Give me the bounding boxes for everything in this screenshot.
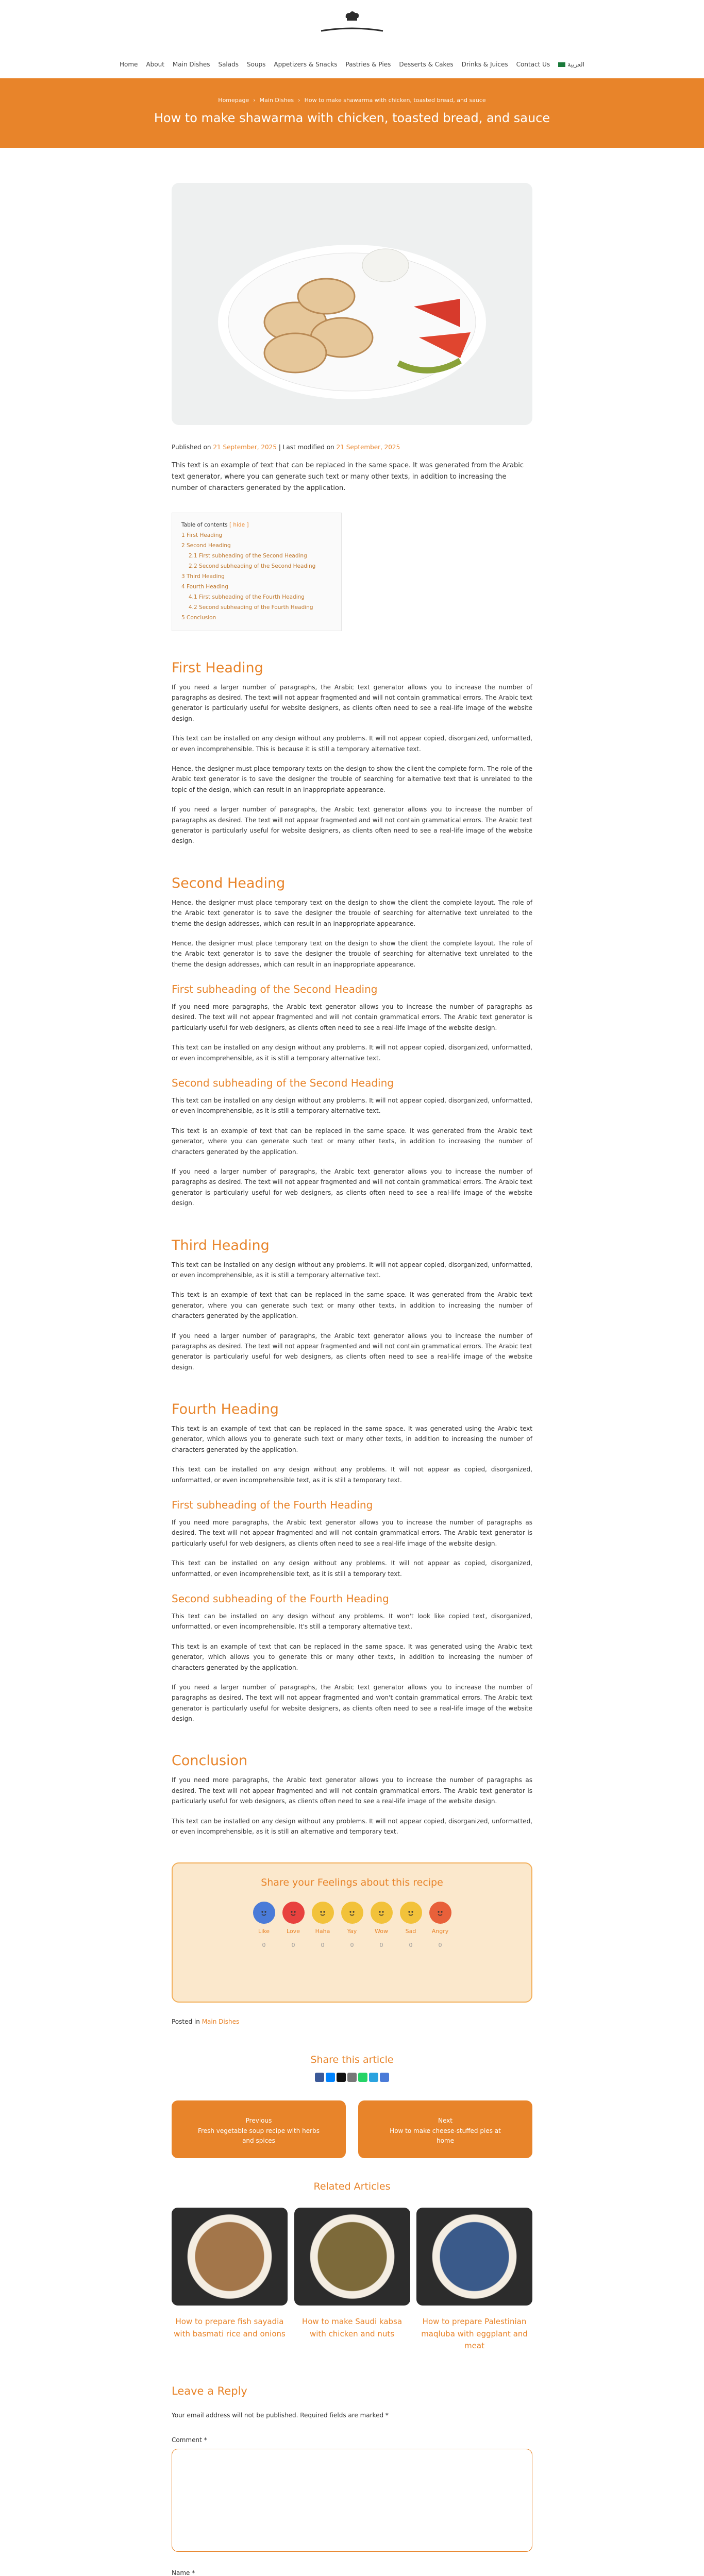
subsection-heading: First subheading of the Fourth Heading xyxy=(172,1499,373,1512)
messenger-icon[interactable] xyxy=(326,2073,335,2082)
feedback-box xyxy=(172,1862,532,2003)
breadcrumb-home[interactable]: Homepage xyxy=(218,97,249,104)
reaction-angry[interactable] xyxy=(429,1902,451,1948)
toc-item[interactable]: 5 Conclusion xyxy=(181,614,216,621)
reaction-like[interactable] xyxy=(253,1902,275,1948)
toc-item[interactable]: 4.2 Second subheading of the Fourth Heading xyxy=(189,604,313,611)
reaction-yay[interactable] xyxy=(341,1902,363,1948)
chef-hat-icon xyxy=(311,8,393,39)
paragraph: Hence, the designer must place temporary texts on the design to show the client the complete form. The role of the Arabic text generator is to save the designer the trouble of searching for alternative text that is unrelated to the topic of the design, which can result in an inappropriate appearance. xyxy=(172,765,532,793)
toc-item[interactable]: 3 Third Heading xyxy=(181,573,225,580)
reply-note: Your email address will not be published. Required fields are marked * xyxy=(172,2412,389,2419)
reaction-haha[interactable] xyxy=(312,1902,334,1948)
related-thumbnail xyxy=(294,2208,410,2306)
post-navigation xyxy=(172,2100,532,2158)
section-heading: Conclusion xyxy=(172,1753,248,1769)
paragraph: This text can be installed on any design without any problems. It will not appear copied, disorganized, unformatted, or even incomprehensible, as it is still a temporary alternative text. xyxy=(172,1097,532,1115)
section-heading: Third Heading xyxy=(172,1237,270,1253)
paragraph: This text can be installed on any design without any problems. It will not appear as copied, disorganized, unformatted, or even incomprehensible text, as it is still a temporary text. xyxy=(172,1466,532,1484)
subsection-heading: Second subheading of the Second Heading xyxy=(172,1077,394,1090)
reaction-label: Love xyxy=(287,1928,300,1935)
share-title: Share this article xyxy=(310,2054,394,2066)
reaction-count: 0 xyxy=(379,1942,383,1949)
email-icon[interactable] xyxy=(347,2073,357,2082)
nav-salads[interactable]: Salads xyxy=(218,61,239,68)
nav-soups[interactable]: Soups xyxy=(246,61,266,68)
published-label: Published on xyxy=(172,444,211,451)
posted-in xyxy=(172,2018,532,2025)
reaction-count: 0 xyxy=(321,1942,325,1949)
toc-title: Table of contents xyxy=(181,522,228,529)
reaction-count: 0 xyxy=(409,1942,413,1949)
post-meta xyxy=(172,444,532,451)
paragraph: If you need more paragraphs, the Arabic text generator allows you to increase the number of paragraphs as desired. The text will not appear fragmented and will not contain grammatical errors. The Arabic text generator is particularly useful for web designers, as clients often need to see a real-life image of the website design. xyxy=(172,1519,532,1547)
paragraph: This text is an example of text that can be replaced in the same space. It was generated using the Arabic text generator, which allows you to generate this or many other texts, in addition to increasing the number of characters generated by the application. xyxy=(172,1642,532,1671)
grinning-face-icon xyxy=(341,1902,363,1924)
reaction-label: Sad xyxy=(405,1928,416,1935)
posted-label: Posted in xyxy=(172,2018,200,2026)
article-body xyxy=(172,660,532,1837)
paragraph: If you need a larger number of paragraphs, the Arabic text generator allows you to increase the number of paragraphs as desired. The text will not appear fragmented and won't contain grammatical errors. The Arabic text generator is particularly useful for website designers, as clients often need to see a real-life image of the website design. xyxy=(172,1683,532,1723)
page-title: How to make shawarma with chicken, toasted bread, and sauce xyxy=(154,111,550,125)
reaction-label: Angry xyxy=(431,1928,449,1935)
next-post-button[interactable] xyxy=(358,2100,532,2158)
related-articles xyxy=(172,2208,532,2352)
previous-title: Fresh vegetable soup recipe with herbs and spices xyxy=(198,2127,320,2144)
section-heading: Second Heading xyxy=(172,875,286,891)
shawarma-plate-illustration xyxy=(172,183,532,425)
related-title-text: How to prepare Palestinian maqluba with eggplant and meat xyxy=(421,2317,528,2350)
toc-item[interactable]: 2.1 First subheading of the Second Heading xyxy=(189,553,307,560)
next-title: How to make cheese-stuffed pies at home xyxy=(390,2127,501,2144)
breadcrumb xyxy=(0,97,704,104)
reaction-sad[interactable] xyxy=(400,1902,422,1948)
reaction-count: 0 xyxy=(438,1942,442,1949)
paragraph: If you need a larger number of paragraphs, the Arabic text generator allows you to increase the number of paragraphs as desired. The text will not appear fragmented and will not contain grammatical errors. The Arabic text generator is particularly useful for website designers, as clients often need to see a real-life image of the website design. xyxy=(172,683,532,722)
comment-form xyxy=(172,2385,532,2576)
previous-post-button[interactable] xyxy=(172,2100,346,2158)
toc-toggle[interactable]: [ hide ] xyxy=(229,522,249,529)
nav-language[interactable]: العربية xyxy=(558,61,584,68)
related-thumbnail xyxy=(416,2208,532,2306)
related-article[interactable] xyxy=(294,2208,410,2352)
main-nav xyxy=(0,46,704,78)
featured-image xyxy=(172,183,532,425)
nav-appetizers[interactable]: Appetizers & Snacks xyxy=(274,61,338,68)
laughing-face-icon xyxy=(312,1902,334,1924)
paragraph: This text can be installed on any design without any problems. It won't look like copied text, disorganized, unformatted, or even incomprehensible. It's still a temporary alternative text. xyxy=(172,1612,532,1631)
paragraph: If you need a larger number of paragraphs, the Arabic text generator allows you to increase the number of paragraphs as desired. The text will not appear fragmented and will not contain grammatical errors. The Arabic text generator is particularly useful for web designers, as clients often need to see a real-life image of the website design. xyxy=(172,1167,532,1207)
paragraph: This text is an example of text that can be replaced in the same space. It was generated from the Arabic text generator, where you can generate such text or many other texts, in addition to increasing the number of characters generated by the application. xyxy=(172,1127,532,1156)
reaction-wow[interactable] xyxy=(371,1902,393,1948)
nav-pastries[interactable]: Pastries & Pies xyxy=(345,61,391,68)
reaction-count: 0 xyxy=(291,1942,295,1949)
next-label: Next xyxy=(438,2117,452,2125)
breadcrumb-current: How to make shawarma with chicken, toasted bread, and sauce xyxy=(304,97,486,104)
toc-item[interactable]: 2 Second Heading xyxy=(181,543,231,549)
paragraph: This text can be installed on any design without any problems. It will not appear copied, disorganized, unformatted, or even incomprehensible. This is because it is still a temporary alternative text. xyxy=(172,735,532,753)
paragraph: This text is an example of text that can be replaced in the same space. It was generated from the Arabic text generator, where you can generate such text or many other texts, in addition to increasing the number of characters generated by the application. xyxy=(172,1291,532,1320)
article xyxy=(172,183,532,2576)
reaction-love[interactable] xyxy=(282,1902,305,1948)
paragraph: If you need more paragraphs, the Arabic text generator allows you to increase the number of paragraphs as desired. The text will not appear fragmented and will not contain grammatical errors. The Arabic text generator is particularly useful for web designers, as clients often need to see a real-life image of the website design. xyxy=(172,1776,532,1805)
published-date: 21 September, 2025 xyxy=(213,444,277,451)
reaction-label: Haha xyxy=(315,1928,330,1935)
telegram-icon[interactable] xyxy=(369,2073,378,2082)
paragraph: If you need more paragraphs, the Arabic text generator allows you to increase the number of paragraphs as desired. The text will not appear fragmented and will not contain grammatical errors. The Arabic text generator is particularly useful for web designers, as clients often need to see a real-life image of the website design. xyxy=(172,1003,532,1031)
reaction-count: 0 xyxy=(350,1942,354,1949)
related-title: Related Articles xyxy=(313,2181,391,2193)
intro-paragraph: This text is an example of text that can be replaced in the same space. It was generated from the Arabic text generator, where you can generate such text or many other texts, in addition to increasing the number of characters generated by the application. xyxy=(172,462,524,493)
table-of-contents xyxy=(172,513,342,631)
breadcrumb-category[interactable]: Main Dishes xyxy=(259,97,294,104)
subsection-heading: First subheading of the Second Heading xyxy=(172,983,378,996)
reaction-count: 0 xyxy=(262,1942,266,1949)
paragraph: This text can be installed on any design without any problems. It will not appear copied, disorganized, unformatted, or even incomprehensible, as it is still a temporary alternative text. xyxy=(172,1044,532,1062)
reply-title: Leave a Reply xyxy=(172,2385,247,2398)
paragraph: Hence, the designer must place temporary text on the design to show the client the complete layout. The role of the Arabic text generator is to save the designer the trouble of searching for alternative text unrelated to the theme the design addresses, which can result in an inappropriate appearance. xyxy=(172,899,532,927)
related-thumbnail xyxy=(172,2208,288,2306)
toc-item[interactable]: 2.2 Second subheading of the Second Heading xyxy=(189,563,316,570)
reaction-label: Like xyxy=(258,1928,270,1935)
x-icon[interactable] xyxy=(337,2073,346,2082)
sad-face-icon xyxy=(400,1902,422,1924)
name-label: Name * xyxy=(172,2569,195,2576)
section-heading: Fourth Heading xyxy=(172,1401,279,1418)
nav-about[interactable]: About xyxy=(146,61,164,68)
facebook-icon[interactable] xyxy=(315,2073,324,2082)
related-title-text: How to prepare fish sayadia with basmati rice and onions xyxy=(174,2317,286,2338)
reactions xyxy=(173,1902,531,1948)
breadcrumb-sep: › xyxy=(298,97,300,104)
section-heading: First Heading xyxy=(172,659,263,676)
reaction-label: Yay xyxy=(347,1928,357,1935)
paragraph: Hence, the designer must place temporary text on the design to show the client the complete layout. The role of the Arabic text generator is to save the designer the trouble of searching for alternative text unrelated to the theme the design addresses, which can result in an inappropriate appearance. xyxy=(172,939,532,968)
paragraph: This text is an example of text that can be replaced in the same space. It was generated using the Arabic text generator, which allows you to generate such text or many other texts, in addition to increasing the number of characters generated by the application. xyxy=(172,1425,532,1453)
comment-label: Comment * xyxy=(172,2436,207,2444)
nav-main-dishes[interactable]: Main Dishes xyxy=(172,61,210,68)
related-article[interactable] xyxy=(416,2208,532,2352)
logo[interactable] xyxy=(0,0,704,46)
comment-textarea[interactable] xyxy=(172,2449,532,2552)
toc-item[interactable]: 4.1 First subheading of the Fourth Heading xyxy=(189,594,305,600)
paragraph: This text can be installed on any design without any problems. It will not appear as copied, disorganized, unformatted, or even incomprehensible text, as it is still a temporary text. xyxy=(172,1560,532,1578)
nav-drinks[interactable]: Drinks & Juices xyxy=(461,61,508,68)
saudi-flag-icon xyxy=(558,62,565,67)
modified-label: Last modified on xyxy=(282,444,334,451)
paragraph: This text can be installed on any design without any problems. It will not appear copied, disorganized, unformatted, or even incomprehensible, as it is still a temporary alternative text. xyxy=(172,1261,532,1279)
heart-icon xyxy=(282,1902,305,1924)
posted-category-link[interactable]: Main Dishes xyxy=(202,2018,240,2026)
subsection-heading: Second subheading of the Fourth Heading xyxy=(172,1592,389,1605)
nav-home[interactable]: Home xyxy=(120,61,138,68)
share-icons xyxy=(172,2073,532,2082)
whatsapp-icon[interactable] xyxy=(358,2073,367,2082)
page-hero xyxy=(0,78,704,148)
toc-item[interactable]: 1 First Heading xyxy=(181,532,223,539)
paragraph: If you need a larger number of paragraphs, the Arabic text generator allows you to increase the number of paragraphs as desired. The text will not appear fragmented and will not contain grammatical errors. The Arabic text generator is particularly useful for web designers, as clients often need to see a real-life image of the website design. xyxy=(172,1332,532,1371)
breadcrumb-sep: › xyxy=(253,97,256,104)
site-header xyxy=(0,0,704,78)
share-section xyxy=(172,2054,532,2082)
feedback-title: Share your Feelings about this recipe xyxy=(261,1877,443,1889)
nav-contact[interactable]: Contact Us xyxy=(516,61,550,68)
related-article[interactable] xyxy=(172,2208,288,2352)
modified-date: 21 September, 2025 xyxy=(336,444,400,451)
copy-link-icon[interactable] xyxy=(380,2073,389,2082)
paragraph: This text can be installed on any design without any problems. It will not appear copied, disorganized, unformatted, or even incomprehensible, as it is still an alternative and temporary text. xyxy=(172,1817,532,1836)
meta-separator: | xyxy=(278,444,281,451)
nav-desserts[interactable]: Desserts & Cakes xyxy=(399,61,454,68)
reaction-label: Wow xyxy=(375,1928,388,1935)
related-title-text: How to make Saudi kabsa with chicken and nuts xyxy=(301,2317,403,2338)
toc-item[interactable]: 4 Fourth Heading xyxy=(181,583,228,590)
thumbs-up-icon xyxy=(253,1902,275,1924)
angry-face-icon xyxy=(429,1902,451,1924)
surprised-face-icon xyxy=(371,1902,393,1924)
previous-label: Previous xyxy=(245,2117,272,2125)
paragraph: If you need a larger number of paragraphs, the Arabic text generator allows you to increase the number of paragraphs as desired. The text will not appear fragmented and will not contain grammatical errors. The Arabic text generator is particularly useful for website designers, as clients often need to see a real-life image of the website design. xyxy=(172,806,532,845)
